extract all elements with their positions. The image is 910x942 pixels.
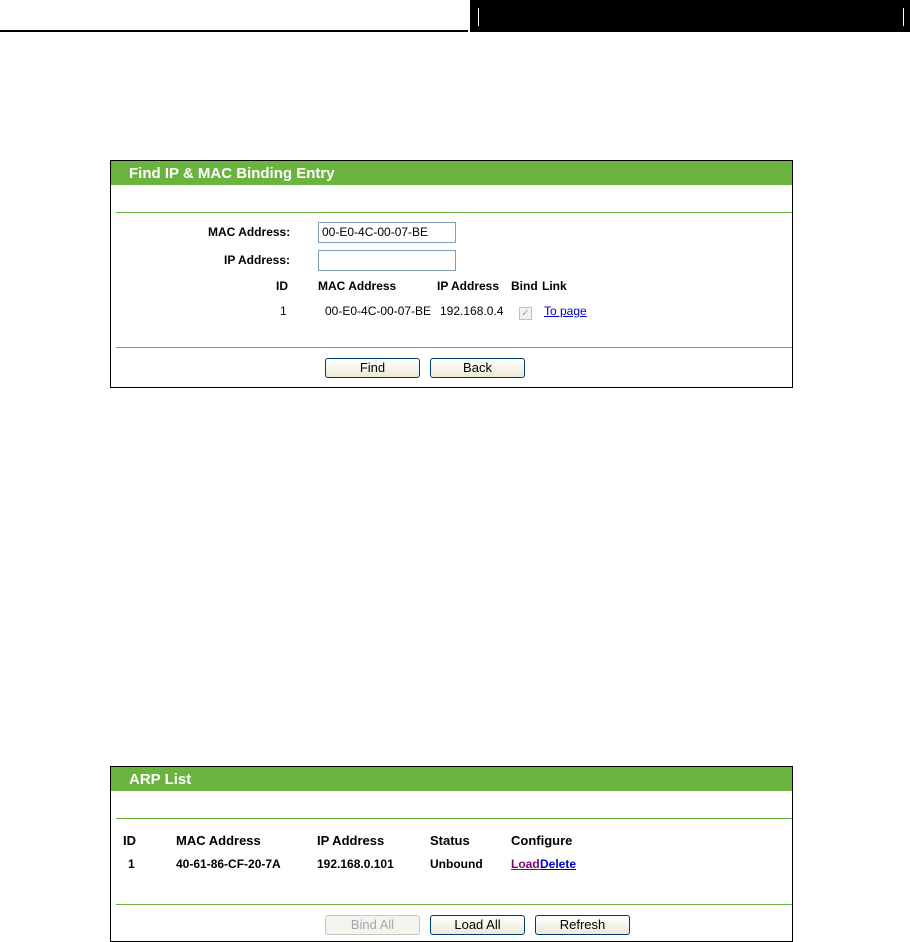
page-header-right bbox=[470, 0, 910, 32]
col-header-mac: MAC Address bbox=[318, 279, 397, 293]
mac-address-label: MAC Address: bbox=[208, 225, 291, 239]
panel-title: Find IP & MAC Binding Entry bbox=[111, 161, 792, 185]
arp-list-panel bbox=[110, 766, 793, 942]
find-button[interactable]: Find bbox=[325, 358, 420, 378]
divider bbox=[116, 212, 792, 213]
col-header-configure: Configure bbox=[511, 833, 573, 848]
ip-address-input[interactable] bbox=[318, 250, 456, 271]
back-button[interactable]: Back bbox=[430, 358, 525, 378]
find-binding-panel bbox=[110, 160, 793, 388]
row-id: 1 bbox=[128, 857, 135, 871]
row-status: Unbound bbox=[430, 857, 483, 871]
divider bbox=[116, 347, 792, 348]
header-divider bbox=[478, 8, 479, 26]
to-page-link[interactable]: To page bbox=[544, 304, 587, 318]
row-mac: 00-E0-4C-00-07-BE bbox=[325, 304, 432, 318]
col-header-bind: Bind bbox=[511, 279, 538, 293]
row-ip: 192.168.0.101 bbox=[317, 857, 394, 871]
bind-all-button[interactable]: Bind All bbox=[325, 915, 420, 935]
load-all-button[interactable]: Load All bbox=[430, 915, 525, 935]
panel-title: ARP List bbox=[111, 767, 792, 791]
ip-address-label: IP Address: bbox=[224, 253, 291, 267]
delete-link[interactable]: Delete bbox=[540, 857, 577, 871]
col-header-ip: IP Address bbox=[317, 833, 385, 848]
col-header-ip: IP Address bbox=[437, 279, 500, 293]
header-divider bbox=[903, 8, 904, 26]
row-id: 1 bbox=[280, 304, 287, 318]
bind-checkbox[interactable]: ✓ bbox=[519, 307, 532, 320]
load-link[interactable]: Load bbox=[511, 857, 540, 871]
refresh-button[interactable]: Refresh bbox=[535, 915, 630, 935]
col-header-status: Status bbox=[430, 833, 470, 848]
divider bbox=[116, 904, 792, 905]
row-ip: 192.168.0.4 bbox=[440, 304, 504, 318]
mac-address-input[interactable]: 00-E0-4C-00-07-BE bbox=[318, 222, 456, 243]
col-header-id: ID bbox=[123, 833, 136, 848]
col-header-mac: MAC Address bbox=[176, 833, 261, 848]
page-header-left bbox=[0, 0, 468, 32]
row-mac: 40-61-86-CF-20-7A bbox=[176, 857, 281, 871]
col-header-id: ID bbox=[276, 279, 288, 293]
divider bbox=[116, 818, 792, 819]
col-header-link: Link bbox=[542, 279, 567, 293]
